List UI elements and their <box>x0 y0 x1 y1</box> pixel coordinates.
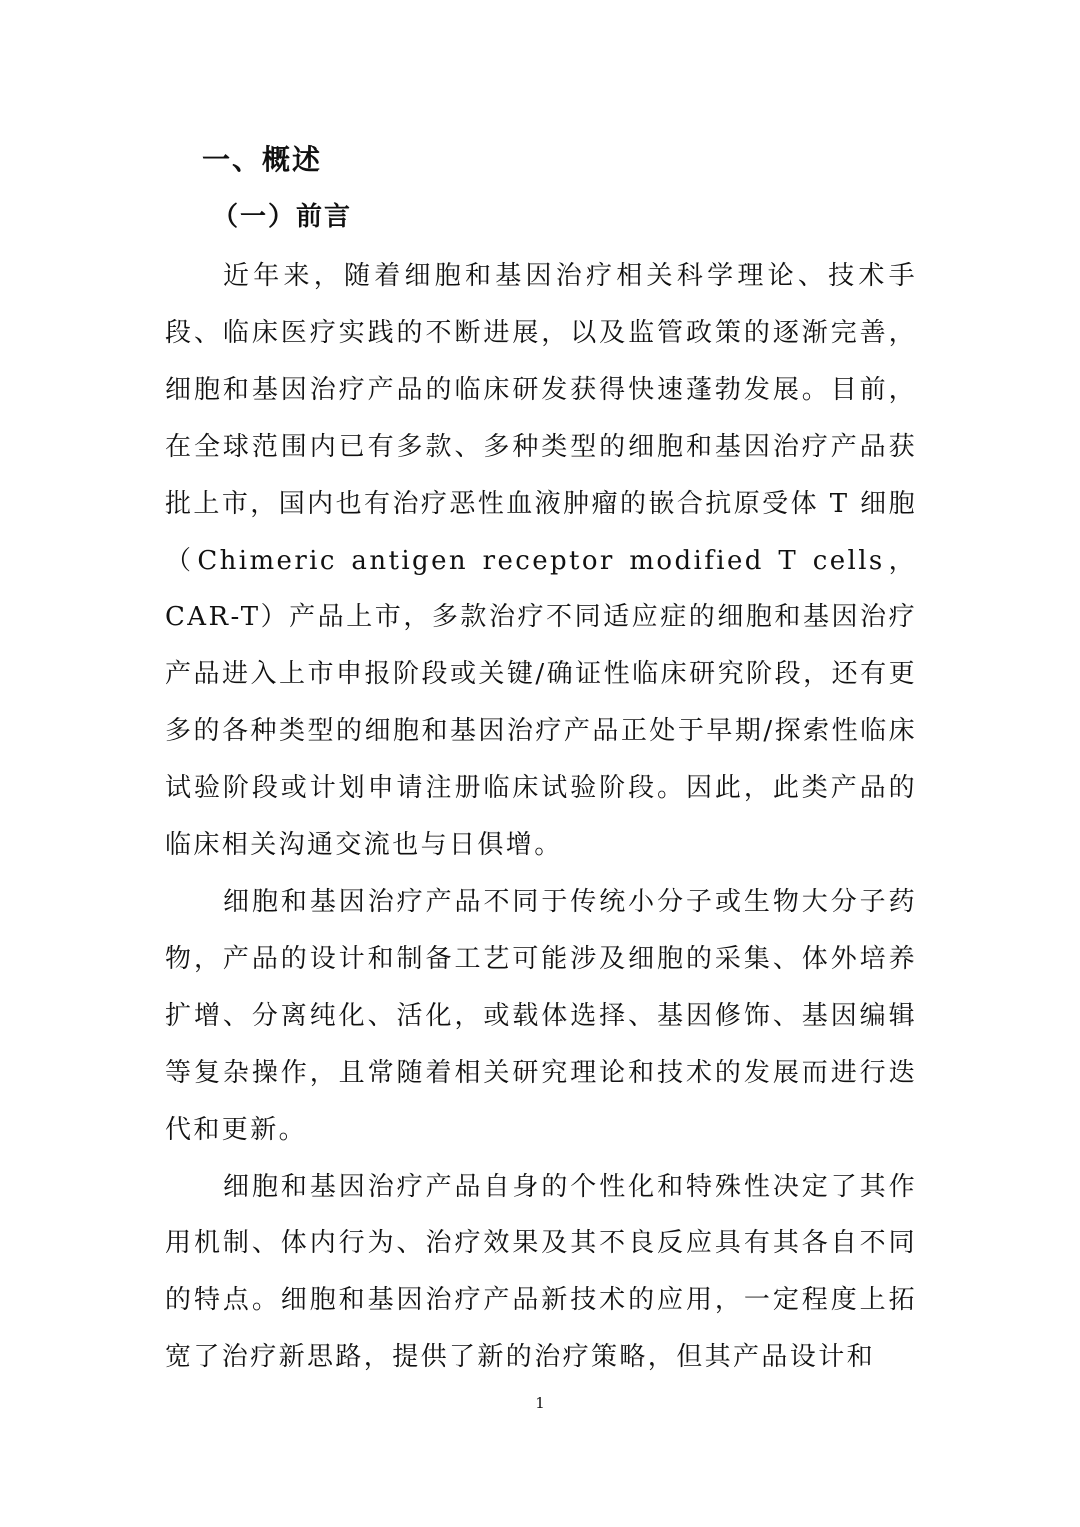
paragraph: 细胞和基因治疗产品自身的个性化和特殊性决定了其作用机制、体内行为、治疗效果及其不良反应具有其各自不同的特点。细胞和基因治疗产品新技术的应用，一定程度上拓宽了治疗新思路，提供了新的治疗策略，但其产品设计和 <box>165 1171 917 1373</box>
paragraph: 近年来，随着细胞和基因治疗相关科学理论、技术手段、临床医疗实践的不断进展，以及监管政策的逐渐完善，细胞和基因治疗产品的临床研发获得快速蓬勃发展。目前，在全球范围内已有多款、多种类型的细胞和基因治疗产品获批上市，国内也有治疗恶性血液肿瘤的嵌合抗原受体 T 细胞（Chimeric antigen receptor modified T cells，CAR-T）产品上市，多款治疗不同适应症的细胞和基因治疗产品进入上市申报阶段或关键/确证性临床研究阶段，还有更多的各种类型的细胞和基因治疗产品正处于早期/探索性临床试验阶段或计划申请注册临床试验阶段。因此，此类产品的临床相关沟通交流也与日俱增。 <box>165 261 917 861</box>
page-number: 1 <box>535 1394 545 1412</box>
subsection-heading: （一）前言 <box>212 202 353 232</box>
paragraph: 细胞和基因治疗产品不同于传统小分子或生物大分子药物，产品的设计和制备工艺可能涉及细胞的采集、体外培养扩增、分离纯化、活化，或载体选择、基因修饰、基因编辑等复杂操作，且常随着相关研究理论和技术的发展而进行迭代和更新。 <box>165 886 917 1145</box>
body-text <box>165 248 917 1386</box>
section-heading: 一、概述 <box>202 143 323 176</box>
